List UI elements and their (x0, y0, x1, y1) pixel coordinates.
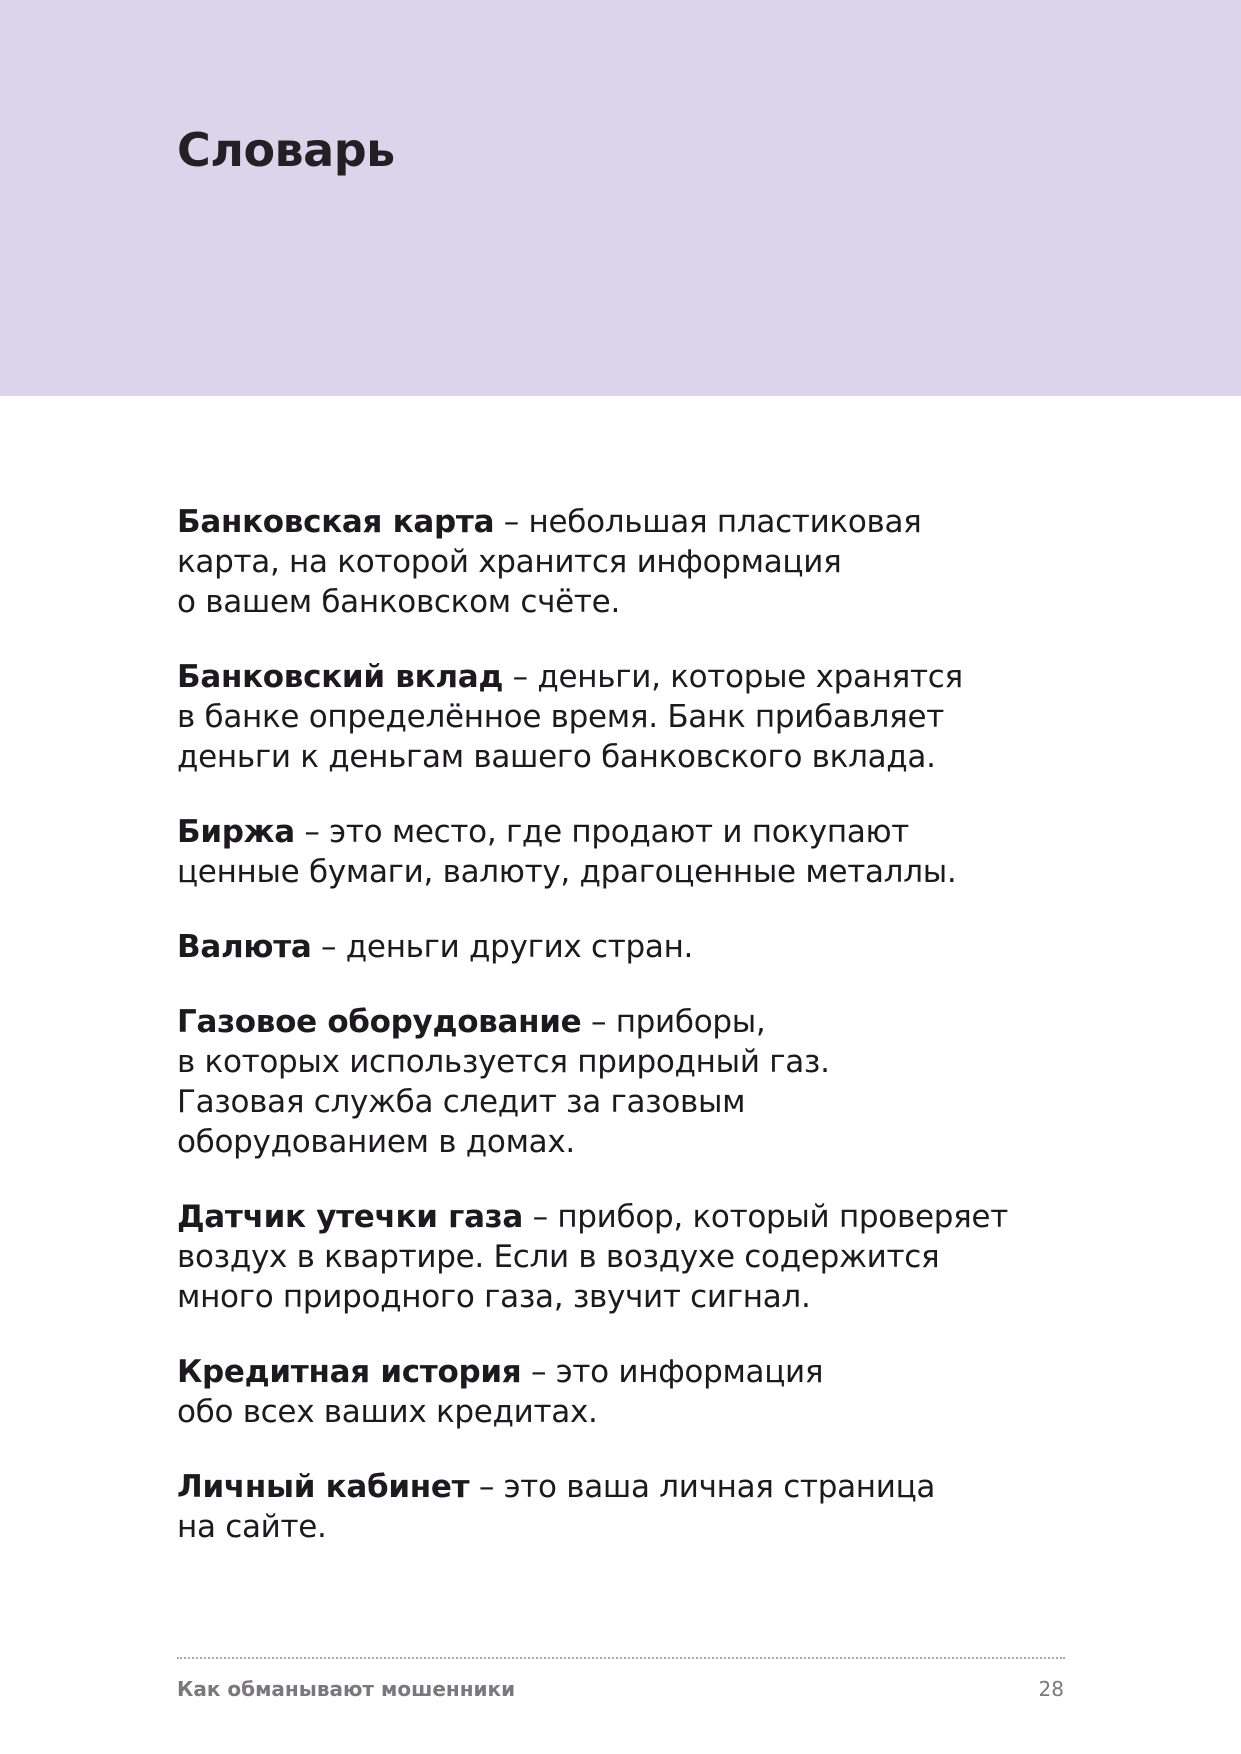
glossary-line (177, 1352, 1097, 1392)
glossary-line (177, 1197, 1097, 1237)
glossary-definition: – приборы, (581, 1004, 766, 1040)
glossary-line: на сайте. (177, 1509, 327, 1545)
glossary-definition: – деньги других стран. (311, 929, 694, 965)
glossary-line: в банке определённое время. Банк прибавляет (177, 699, 945, 735)
glossary-term: Банковский вклад (177, 659, 504, 695)
glossary-term: Датчик утечки газа (177, 1199, 524, 1235)
glossary-definition: – это информация (521, 1354, 824, 1390)
footer-divider (177, 1657, 1065, 1659)
glossary-line: Газовая служба следит за газовым (177, 1084, 746, 1120)
glossary-entry (177, 1197, 1097, 1317)
glossary-line (177, 502, 1097, 542)
glossary-entry (177, 1352, 1097, 1432)
glossary-term: Кредитная история (177, 1354, 522, 1390)
footer-document-title: Как обманывают мошенники (177, 1677, 516, 1701)
glossary-line (177, 812, 1097, 852)
glossary-definition: – прибор, который проверяет (523, 1199, 1008, 1235)
glossary-line: карта, на которой хранится информация (177, 544, 842, 580)
header-band (0, 0, 1241, 396)
glossary-line: деньги к деньгам вашего банковского вклада. (177, 739, 936, 775)
glossary-line: оборудованием в домах. (177, 1124, 575, 1160)
glossary-list (177, 502, 1097, 1582)
glossary-term: Биржа (177, 814, 295, 850)
glossary-term: Газовое оборудование (177, 1004, 582, 1040)
glossary-definition: – деньги, которые хранятся (503, 659, 963, 695)
glossary-entry (177, 812, 1097, 892)
glossary-entry (177, 927, 1097, 967)
glossary-definition: – это место, где продают и покупают (294, 814, 910, 850)
page-title: Словарь (177, 123, 395, 177)
glossary-line: ценные бумаги, валюту, драгоценные металлы. (177, 854, 957, 890)
glossary-line: в которых используется природный газ. (177, 1044, 830, 1080)
glossary-entry (177, 657, 1097, 777)
glossary-definition: – это ваша личная страница (469, 1469, 936, 1505)
glossary-definition: – небольшая пластиковая (494, 504, 922, 540)
glossary-line: много природного газа, звучит сигнал. (177, 1279, 811, 1315)
glossary-entry (177, 1467, 1097, 1547)
glossary-term: Личный кабинет (177, 1469, 470, 1505)
glossary-term: Валюта (177, 929, 312, 965)
glossary-line (177, 1467, 1097, 1507)
glossary-line: воздух в квартире. Если в воздухе содержится (177, 1239, 940, 1275)
glossary-line (177, 657, 1097, 697)
glossary-line (177, 1002, 1097, 1042)
page-number: 28 (1038, 1677, 1064, 1701)
glossary-entry (177, 1002, 1097, 1162)
glossary-term: Банковская карта (177, 504, 495, 540)
glossary-line (177, 927, 1097, 967)
glossary-entry (177, 502, 1097, 622)
glossary-line: о вашем банковском счёте. (177, 584, 620, 620)
glossary-line: обо всех ваших кредитах. (177, 1394, 598, 1430)
